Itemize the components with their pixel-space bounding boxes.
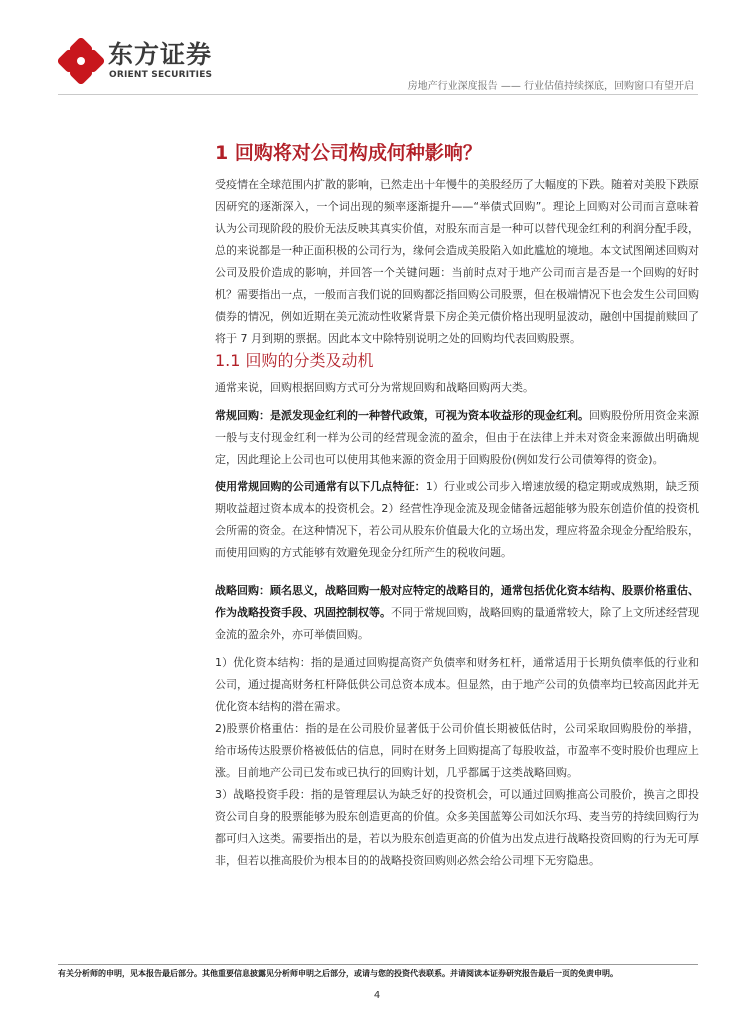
features-lead: 使用常规回购的公司通常有以下几点特征： [215,480,426,493]
header-divider [58,94,698,95]
logo-chinese-name: 东方证券 [108,40,213,69]
paragraph-capital-structure: 1）优化资本结构：指的是通过回购提高资产负债率和财务杠杆，通常适用于长期负债率低的行业和公司，通过提高财务杠杆降低供公司总资本成本。但显然，由于地产公司的负债率均已较高因此并无优化资本结构的潜在需求。 [215,656,699,713]
logo-english-name: ORIENT SECURITIES [109,70,213,80]
section-1-intro-paragraph: 受疫情在全球范围内扩散的影响，已然走出十年慢牛的美股经历了大幅度的下跌。随着对美股下跌原因研究的逐渐深入，一个词出现的频率逐渐提升——“举债式回购”。理论上回购对公司而言意味着认为公司现阶段的股价无法反映其真实价值，对股东而言是一种可以替代现金红利的利润分配手段，总的来说都是一种正面积极的公司行为，缘何会造成美股陷入如此尴尬的境地。本文试图阐述回购对公司及股价造成的影响，并回答一个关键问题：当前时点对于地产公司而言是否是一个回购的好时机？需要指出一点，一般而言我们说的回购都泛指回购公司股票，但在极端情况下也会发生公司回购债券的情况，例如近期在美元流动性收紧背景下房企美元债价格出现明显波动，融创中国提前赎回了将于 7 月到期的票据。因此本文中除特别说明之处的回购均代表回购股票。 [215,178,699,345]
footer-divider [58,964,698,965]
paragraph-regular-buyback-features [215,476,699,564]
report-title-header: 房地产行业深度报告 —— 行业估值持续探底，回购窗口有望开启 [407,81,694,92]
section-1-1-heading: 1.1 回购的分类及动机 [215,351,374,370]
orient-securities-logo-icon [58,38,104,84]
features-body: 1）行业或公司步入增速放缓的稳定期或成熟期，缺乏预期收益超过资本成本的投资机会。2）经营性净现金流及现金储备远超能够为股东创造价值的投资机会所需的资金。在这种情况下，若公司从股东价值最大化的立场出发，理应将盈余现金分配给股东，而使用回购的方式能够有效避免现金分红所产生的税收问题。 [215,480,700,559]
paragraph-strategic-buyback [215,580,699,646]
paragraph-strategic-investment: 3）战略投资手段：指的是管理层认为缺乏好的投资机会，可以通过回购推高公司股价，换言之即投资公司自身的股票能够为股东创造更高的价值。众多美国蓝筹公司如沃尔玛、麦当劳的持续回购行为都可归入这类。需要指出的是，若以为股东创造更高的价值为出发点进行战略投资回购的行为无可厚非，但若以推高股价为根本目的的战略投资回购则必然会给公司埋下无穷隐患。 [215,788,699,867]
company-logo [58,38,213,84]
paragraph-regular-buyback [215,405,699,471]
page-number: 4 [373,990,381,1001]
regular-buyback-lead: 常规回购：是派发现金红利的一种替代政策，可视为资本收益形的现金红利。 [215,409,589,422]
strategic-buyback-lead: 战略回购：顾名思义，战略回购一般对应特定的战略目的，通常包括优化资本结构、股票价格重估、作为战略投资手段、巩固控制权等。 [215,584,699,619]
regular-buyback-body: 回购股份所用资金来源一般与支付现金红利一样为公司的经营现金流的盈余，但由于在法律上并未对资金来源做出明确规定，因此理论上公司也可以使用其他来源的资金用于回购股份(例如发行公司债筹得的资金)。 [215,409,699,466]
strategic-buyback-body: 不同于常规回购，战略回购的量通常较大，除了上文所述经营现金流的盈余外，亦可举债回购。 [215,606,699,641]
footer-disclaimer: 有关分析师的申明，见本报告最后部分。其他重要信息披露见分析师申明之后部分，或请与您的投资代表联系。并请阅读本证券研究报告最后一页的免责申明。 [58,969,618,978]
section-1-heading: 1 回购将对公司构成何种影响？ [215,142,482,164]
paragraph-price-revaluation: 2)股票价格重估：指的是在公司股价显著低于公司价值长期被低估时，公司采取回购股份的举措，给市场传达股票价格被低估的信息，同时在财务上回购提高了每股收益，市盈率不变时股价也理应上涨。目前地产公司已发布或已执行的回购计划，几乎都属于这类战略回购。 [215,722,699,779]
paragraph-classification: 通常来说，回购根据回购方式可分为常规回购和战略回购两大类。 [215,381,534,394]
